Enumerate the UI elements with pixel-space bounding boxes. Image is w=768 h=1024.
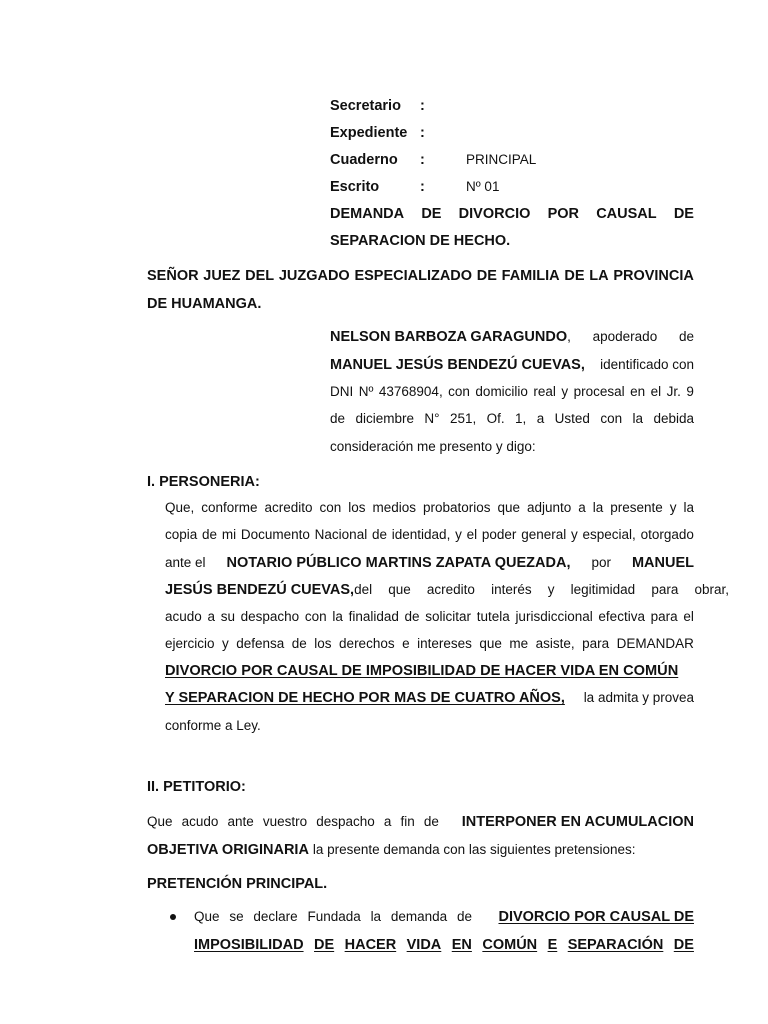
word: y (561, 384, 569, 399)
word: la (632, 411, 644, 426)
word: Of. (486, 411, 505, 426)
word: tutela (476, 609, 510, 624)
word: copia (165, 527, 198, 542)
word: ante (227, 814, 254, 829)
word: legitimidad (570, 582, 636, 597)
word: mi (221, 527, 237, 542)
notary-name: NOTARIO PÚBLICO MARTINS ZAPATA QUEZADA, (226, 555, 571, 571)
word: y (455, 527, 462, 542)
word: de (202, 527, 218, 542)
word: y (222, 636, 229, 651)
word: con (304, 609, 327, 624)
word: efectiva (598, 609, 645, 624)
field-value-escrito: Nº 01 (466, 179, 500, 194)
word: finalidad (348, 609, 399, 624)
word: declare (253, 909, 298, 924)
word: IMPOSIBILIDAD (194, 937, 304, 953)
word: Jr. (666, 384, 681, 399)
demand-claim-line: DIVORCIO POR CAUSAL DE IMPOSIBILIDAD DE HACER VIDA EN COMÚN (165, 663, 679, 679)
word: que (497, 500, 521, 515)
word: DE (564, 268, 585, 284)
word: despacho (240, 609, 300, 624)
word: diciembre (355, 411, 414, 426)
word: domicilio (475, 384, 528, 399)
word: FAMILIA (501, 268, 560, 284)
addressee-line-1 (147, 268, 694, 284)
word: probatorios (422, 500, 491, 515)
word: DEMANDA (330, 206, 405, 222)
intro-line-2: MANUEL JESÚS BENDEZÚ CUEVAS, identificado con (330, 357, 694, 373)
word: derechos (339, 636, 395, 651)
word: SEÑOR (147, 268, 199, 284)
word: su (220, 609, 235, 624)
subsection-title: PRETENCIÓN PRINCIPAL. (147, 876, 328, 892)
word: VIDA (406, 937, 442, 953)
paragraph-line: JESÚS BENDEZÚ CUEVAS, del que acredito interés y legitimidad para obrar, (165, 582, 730, 598)
word: de (291, 636, 307, 651)
word: que (388, 582, 411, 597)
word: fin (400, 814, 415, 829)
word: real (533, 384, 556, 399)
bullet-line-2 (194, 937, 694, 953)
word: de (371, 527, 387, 542)
word: POR (547, 206, 579, 222)
word: DEL (245, 268, 275, 284)
word: despacho (316, 814, 375, 829)
word: los (348, 500, 366, 515)
section-title: I. PERSONERIA: (147, 474, 260, 490)
bullet-icon (170, 914, 176, 920)
word: E (547, 937, 558, 953)
paragraph-line: ante el NOTARIO PÚBLICO MARTINS ZAPATA QUEZADA, por MANUEL (165, 555, 694, 571)
word: DE (476, 268, 497, 284)
word: DEMANDAR (616, 636, 694, 651)
paragraph-line (165, 500, 694, 516)
subject-line-1 (330, 206, 694, 222)
word: general (521, 527, 567, 542)
word: DE (673, 206, 694, 222)
word: poder (481, 527, 517, 542)
word: Que (147, 814, 173, 829)
paragraph-line: Que acudo ante vuestro despacho a fin de INTERPONER EN ACUMULACION (147, 814, 694, 830)
word: a (383, 814, 392, 829)
field-colon: : (420, 152, 425, 168)
word: JUZGADO (278, 268, 350, 284)
bullet-line-1: Que se declare Fundada la demanda de DIVORCIO POR CAUSAL DE (194, 909, 694, 925)
word: procesal (573, 384, 625, 399)
word: presente (610, 500, 663, 515)
word: LA (589, 268, 609, 284)
word: 43768904, (378, 384, 443, 399)
word: obrar, (694, 582, 730, 597)
word: se (229, 909, 244, 924)
paragraph-line: OBJETIVA ORIGINARIA la presente demanda con las siguientes pretensiones: (147, 842, 636, 858)
word: Usted (554, 411, 590, 426)
word: PROVINCIA (613, 268, 694, 284)
word: de (423, 814, 439, 829)
field-value-cuaderno: PRINCIPAL (466, 152, 537, 167)
word: y (571, 527, 578, 542)
word: para (650, 609, 678, 624)
field-label-cuaderno: Cuaderno (330, 152, 398, 168)
word: conforme (201, 500, 258, 515)
word: de (404, 609, 420, 624)
word: HACER (344, 937, 397, 953)
word: el (466, 527, 478, 542)
word: intereses (417, 636, 472, 651)
word: de (330, 411, 346, 426)
word: y (547, 582, 555, 597)
word: me (509, 636, 529, 651)
word: DNI (330, 384, 354, 399)
word: asiste, (535, 636, 575, 651)
field-label-expediente: Expediente (330, 125, 408, 141)
word: Nº (358, 384, 374, 399)
word: defensa (236, 636, 285, 651)
field-label-secretario: Secretario (330, 98, 401, 114)
word: DE (314, 937, 335, 953)
word: el (650, 384, 662, 399)
word: COMÚN (482, 937, 538, 953)
paragraph-line (165, 527, 694, 543)
word: medios (372, 500, 417, 515)
subject-line-2: SEPARACION DE HECHO. (330, 233, 511, 249)
demand-claim-line-2: Y SEPARACION DE HECHO POR MAS DE CUATRO AÑOS, (165, 690, 565, 706)
attorney-name: NELSON BARBOZA GARAGUNDO (330, 329, 568, 345)
field-colon: : (420, 98, 425, 114)
word: del (354, 582, 373, 597)
word: con (448, 384, 470, 399)
word: DE (673, 937, 694, 953)
word: acredito (264, 500, 313, 515)
word: JUEZ (203, 268, 241, 284)
word: otorgado (640, 527, 694, 542)
word: Que (194, 909, 220, 924)
word: con (600, 411, 623, 426)
word: e (402, 636, 410, 651)
field-label-escrito: Escrito (330, 179, 380, 195)
intro-line-3 (330, 384, 694, 400)
word: Fundada (307, 909, 361, 924)
paragraph-line (165, 636, 694, 652)
word: acudo (181, 814, 219, 829)
intro-line-5: consideración me presento y digo: (330, 439, 536, 454)
word: 1, (515, 411, 527, 426)
field-colon: : (420, 179, 425, 195)
word: la (683, 500, 694, 515)
word: que (479, 636, 502, 651)
word: CAUSAL (596, 206, 657, 222)
word: para (582, 636, 610, 651)
word: jurisdiccional (515, 609, 593, 624)
word: acredito (426, 582, 475, 597)
word: en (630, 384, 646, 399)
word: adjunto (527, 500, 572, 515)
word: Que, (165, 500, 195, 515)
word: la (592, 500, 604, 515)
word: DE (421, 206, 442, 222)
word: debida (653, 411, 694, 426)
word: interés (491, 582, 532, 597)
word: y (669, 500, 677, 515)
word: DIVORCIO (458, 206, 531, 222)
word: 251, (449, 411, 477, 426)
word: Nacional (314, 527, 368, 542)
word: EN (451, 937, 472, 953)
word: N° (424, 411, 440, 426)
addressee-line-2: DE HUAMANGA. (147, 296, 262, 312)
word: para (651, 582, 679, 597)
word: acudo (165, 609, 202, 624)
field-colon: : (420, 125, 425, 141)
section-title: II. PETITORIO: (147, 779, 246, 795)
word: 9 (686, 384, 694, 399)
word: a (536, 411, 545, 426)
word: la (370, 909, 382, 924)
word: Documento (240, 527, 310, 542)
word: de (456, 909, 472, 924)
word: los (314, 636, 332, 651)
word: a (207, 609, 215, 624)
word: con (319, 500, 342, 515)
word: ESPECIALIZADO (354, 268, 473, 284)
paragraph-line: conforme a Ley. (165, 718, 261, 733)
word: identidad, (391, 527, 451, 542)
client-name: MANUEL JESÚS BENDEZÚ CUEVAS, (330, 357, 585, 373)
word: demanda (390, 909, 448, 924)
paragraph-line: Y SEPARACION DE HECHO POR MAS DE CUATRO AÑOS, la admita y provea (165, 690, 694, 706)
word: ejercicio (165, 636, 215, 651)
intro-line-4 (330, 411, 694, 427)
intro-line-1: NELSON BARBOZA GARAGUNDO, apoderado de (330, 329, 694, 345)
word: SEPARACIÓN (567, 937, 664, 953)
word: el (683, 609, 694, 624)
word: a (578, 500, 586, 515)
word: especial, (582, 527, 636, 542)
word: solicitar (425, 609, 472, 624)
paragraph-line (165, 609, 694, 625)
word: vuestro (262, 814, 308, 829)
word: la (332, 609, 343, 624)
